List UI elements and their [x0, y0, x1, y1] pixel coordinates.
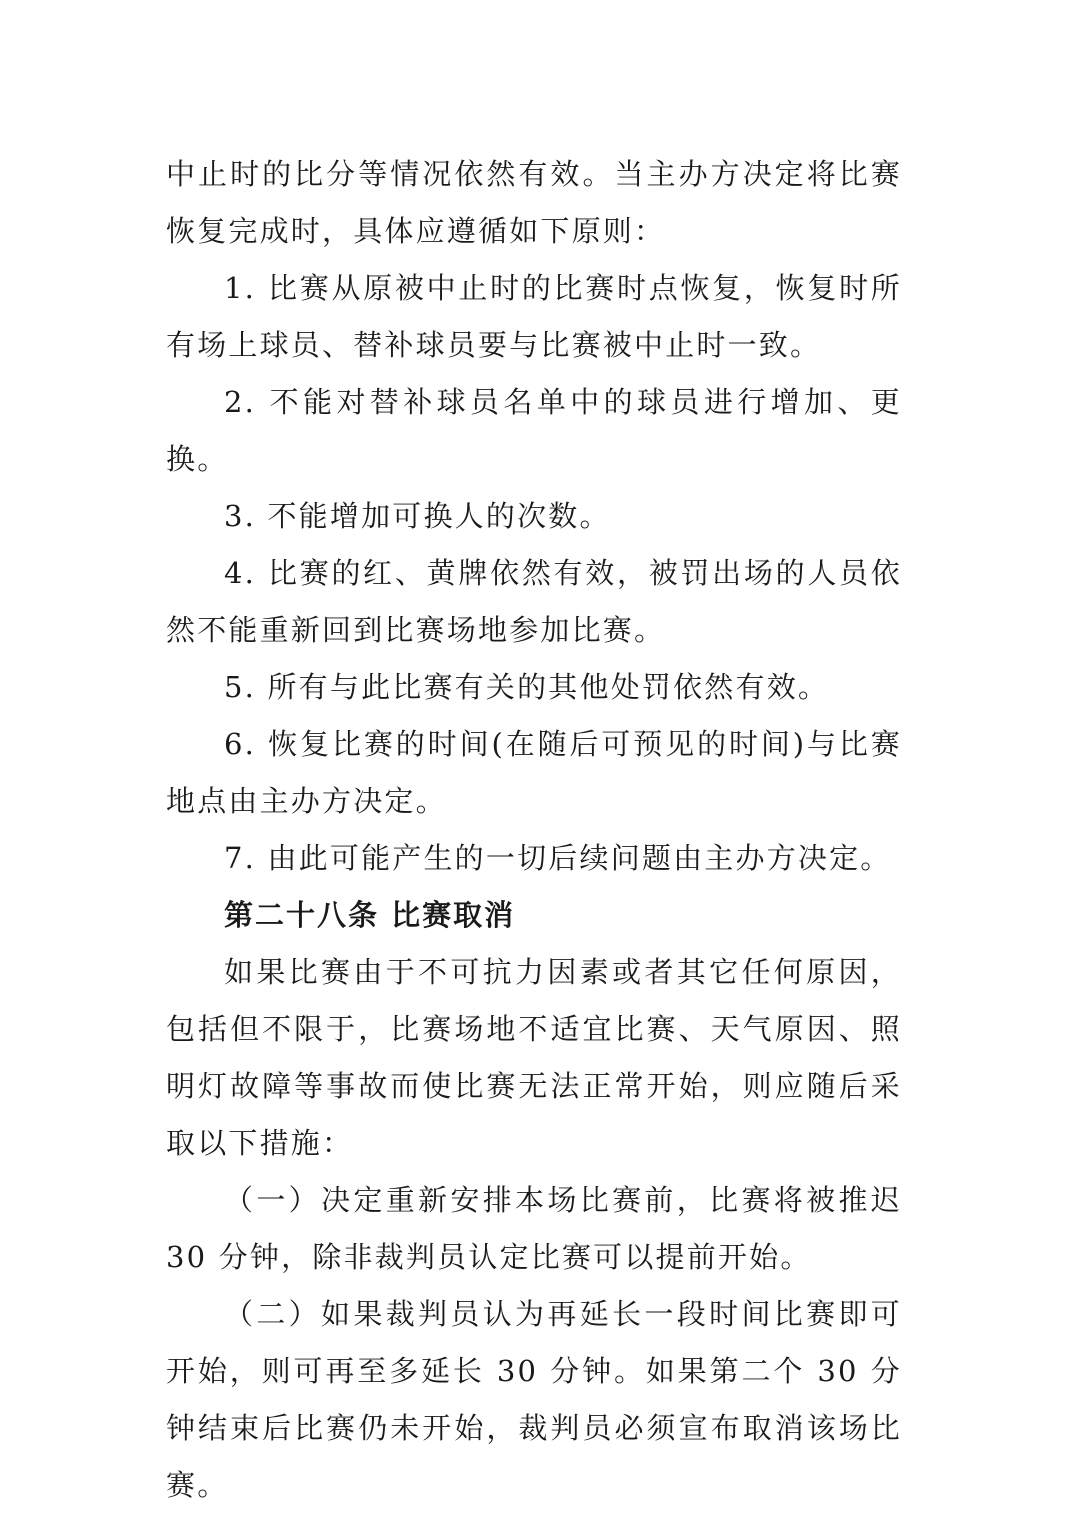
rule-item-5: 5. 所有与此比赛有关的其他处罚依然有效。	[224, 670, 830, 704]
article-heading: 第二十八条 比赛取消	[224, 898, 516, 932]
article-measure-2: （二）如果裁判员认为再延长一段时间比赛即可开始，则可再至多延长 30 分钟。如果第二个 30 分钟结束后比赛仍未开始，裁判员必须宣布取消该场比赛。	[166, 1297, 902, 1502]
document-body	[166, 146, 902, 1514]
article-paragraph-intro: 如果比赛由于不可抗力因素或者其它任何原因，包括但不限于，比赛场地不适宜比赛、天气原因、照明灯故障等事故而使比赛无法正常开始，则应随后采取以下措施：	[166, 955, 902, 1160]
rule-item-7: 7. 由此可能产生的一切后续问题由主办方决定。	[224, 841, 892, 875]
rule-item-2: 2. 不能对替补球员名单中的球员进行增加、更换。	[166, 385, 902, 476]
paragraph-continuation: 中止时的比分等情况依然有效。当主办方决定将比赛恢复完成时，具体应遵循如下原则：	[166, 157, 902, 248]
rule-item-3: 3. 不能增加可换人的次数。	[224, 499, 611, 533]
rule-item-1: 1. 比赛从原被中止时的比赛时点恢复，恢复时所有场上球员、替补球员要与比赛被中止时一致。	[166, 271, 902, 362]
rule-item-4: 4. 比赛的红、黄牌依然有效，被罚出场的人员依然不能重新回到比赛场地参加比赛。	[166, 556, 902, 647]
article-measure-1: （一）决定重新安排本场比赛前，比赛将被推迟 30 分钟，除非裁判员认定比赛可以提前开始。	[166, 1183, 902, 1274]
rule-item-6: 6. 恢复比赛的时间(在随后可预见的时间)与比赛地点由主办方决定。	[166, 727, 902, 818]
